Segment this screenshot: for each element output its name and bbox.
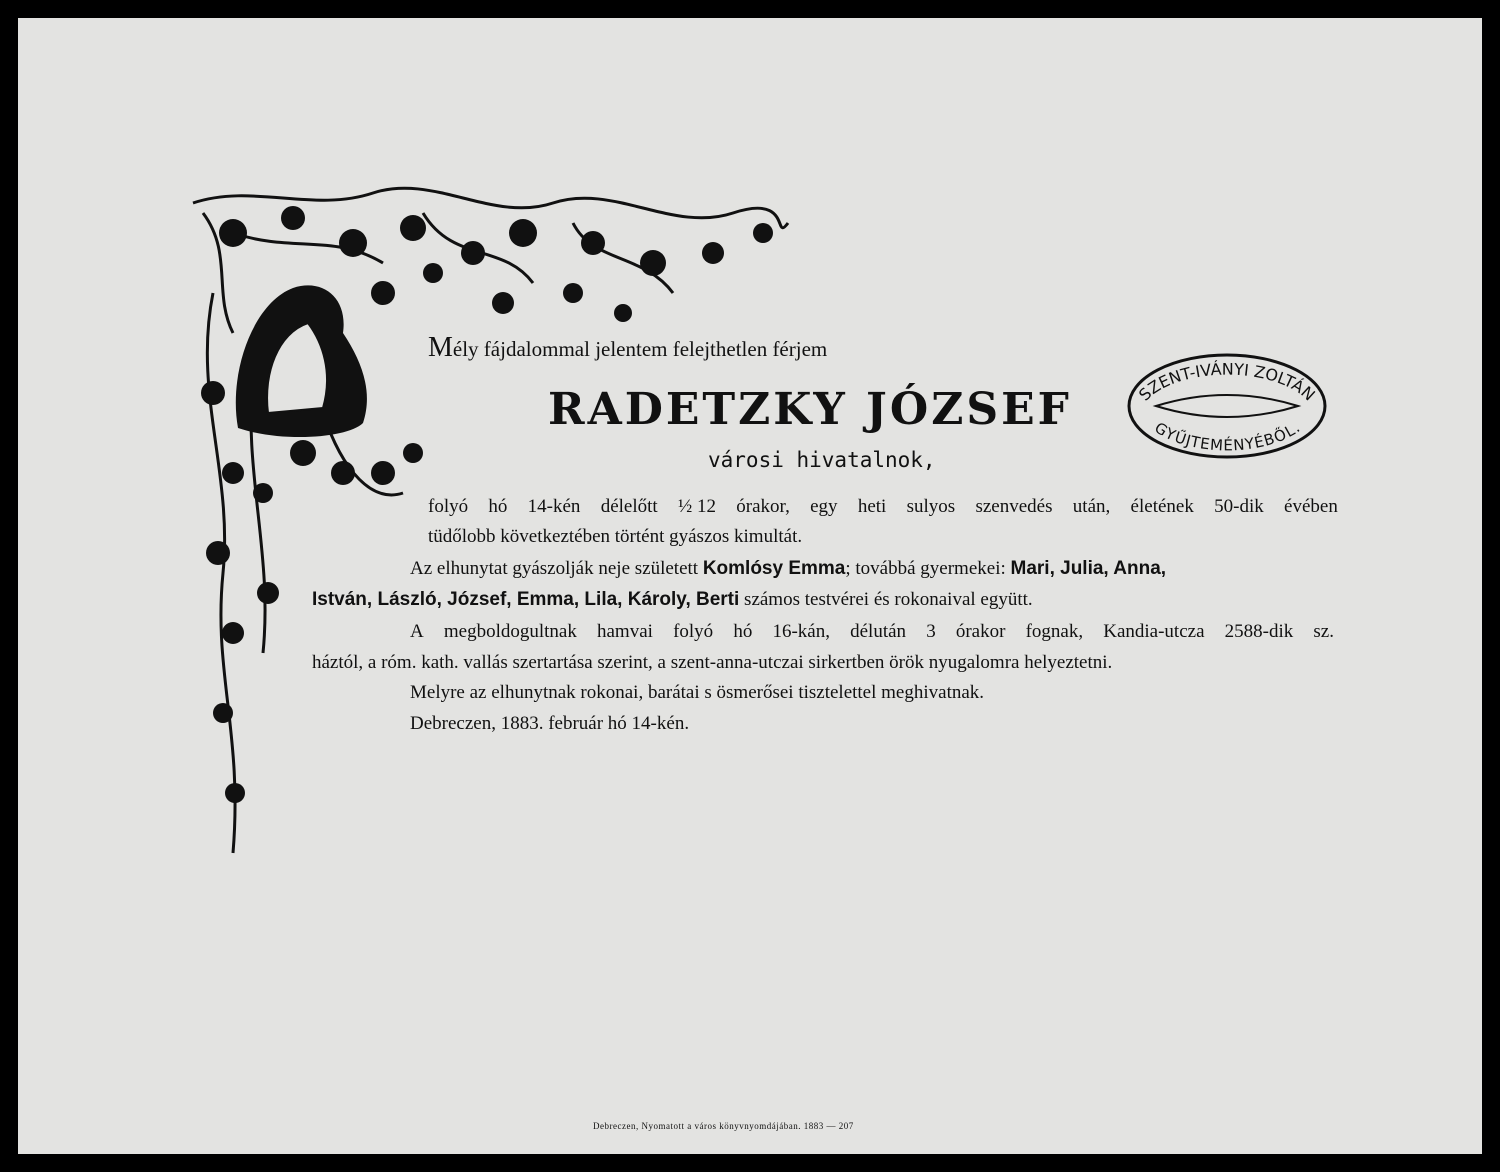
children-names-2: István, László, József, Emma, Lila, Károly, Berti — [312, 589, 740, 610]
stamp-bottom-text: GYŰJTEMÉNYÉBŐL. — [1151, 418, 1304, 455]
line3-text-b: ; továbbá gyermekei: — [845, 558, 1006, 579]
line1-word: sulyos — [906, 496, 956, 517]
line5-word: Kandia-utcza — [1103, 621, 1205, 642]
text-line-2: tüdőlobb következtében történt gyászos kimultát. — [428, 526, 803, 547]
opening-text: ély fájdalommal jelentem felejthetlen férjem — [452, 337, 828, 361]
mourning-figure-vine-ornament — [173, 173, 793, 873]
line5-word: órakor — [955, 621, 1006, 642]
line1-word: heti — [857, 496, 887, 517]
line1-word: órakor, — [736, 496, 790, 517]
deceased-name: RADETZKY JÓZSEF — [548, 384, 1072, 435]
stamp-top-text: SZENT-IVÁNYI ZOLTÁN — [1135, 359, 1319, 405]
widow-name: Komlósy Emma — [702, 558, 846, 579]
text-line-8-date: Debreczen, 1883. február hó 14-kén. — [410, 713, 690, 734]
line1-word: életének — [1130, 496, 1194, 517]
opening-initial: M — [428, 332, 453, 363]
line5-word: sz. — [1313, 621, 1334, 642]
line1-word: 14-kén — [527, 496, 581, 517]
collection-stamp — [1126, 352, 1328, 460]
line1-word: szenvedés — [975, 496, 1053, 517]
line1-word: évében — [1284, 496, 1338, 517]
text-line-3 — [410, 558, 1166, 580]
children-names-1: Mari, Julia, Anna, — [1010, 558, 1167, 579]
line1-word: után, — [1072, 496, 1111, 517]
text-line-6: háztól, a róm. kath. vallás szertartása szerint, a szent-anna-utczai sirkertben örök nyugalomra helyeztetni. — [312, 652, 1113, 673]
line1-word: folyó — [428, 496, 469, 517]
line1-word: egy — [810, 496, 838, 517]
text-line-4 — [312, 589, 1033, 611]
line1-word: ½ 12 — [677, 496, 716, 517]
line5-word: 3 — [926, 621, 936, 642]
line1-word: 50-dik — [1214, 496, 1264, 517]
printer-footer: Debreczen, Nyomatott a város könyvnyomdájában. 1883 — 207 — [593, 1121, 854, 1131]
line5-word: megboldogultnak — [443, 621, 577, 642]
text-line-5 — [410, 621, 1334, 643]
line3-text-a: Az elhunytat gyászolják neje született — [410, 558, 699, 579]
text-line-1 — [428, 496, 1338, 518]
opening-line — [428, 332, 827, 364]
deceased-title: városi hivatalnok, — [708, 448, 936, 472]
line1-word: délelőtt — [600, 496, 658, 517]
text-line-7: Melyre az elhunytnak rokonai, barátai s ösmerősei tisztelettel meghivatnak. — [410, 682, 985, 703]
line5-word: délután — [850, 621, 907, 642]
line5-word: 2588-dik — [1224, 621, 1294, 642]
line4-text: számos testvérei és rokonaival együtt. — [744, 589, 1033, 610]
line5-word: folyó — [673, 621, 714, 642]
line5-word: 16-kán, — [772, 621, 830, 642]
line5-word: fognak, — [1025, 621, 1084, 642]
obituary-sheet — [18, 18, 1482, 1154]
line5-word: A — [410, 621, 424, 642]
line1-word: hó — [488, 496, 508, 517]
line5-word: hamvai — [597, 621, 653, 642]
line5-word: hó — [733, 621, 753, 642]
